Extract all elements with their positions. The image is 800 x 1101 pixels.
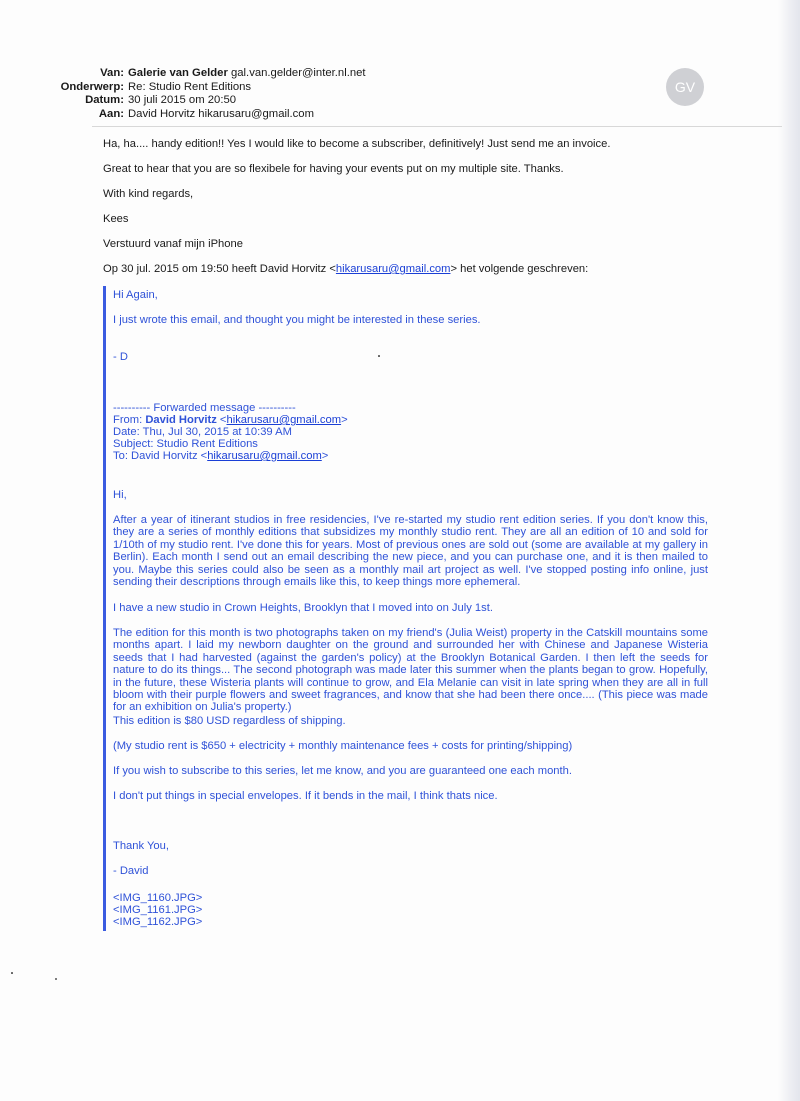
quoted-intro: I just wrote this email, and thought you might be interested in these series. xyxy=(113,314,481,326)
date-label: Datum: xyxy=(85,94,124,106)
to-label: Aan: xyxy=(98,107,124,120)
forward-to-email-link[interactable]: hikarusaru@gmail.com xyxy=(207,450,322,462)
page-edge-shadow xyxy=(778,0,800,1101)
body-paragraph-5: (My studio rent is $650 + electricity + monthly maintenance fees + costs for printing/shipping) xyxy=(113,740,573,752)
reply-signature: Kees xyxy=(103,213,129,225)
body-paragraph-1: After a year of itinerant studios in free residencies, I've re-started my studio rent edition series. If you don't know this, they are a series of monthly editions that subsidizes my monthly studio rent. They are all an edition of 10 and sold for 1/10th of my studio rent. I've done this for years. Most of previous ones are sold out (some are available at my gallery in Berlin). Each month I send out an email describing the new piece, and you can purchase one, and it is then mailed to you. Maybe this series could also be seen as a monthly mail art project as well. I've stopped posting info online, just sending their descriptions through emails like this, to keep things more ephemeral. xyxy=(113,514,708,589)
attachment-1[interactable]: <IMG_1160.JPG> xyxy=(113,892,203,904)
attribution-text-end: > het volgende geschreven: xyxy=(450,263,589,275)
from-label: Van: xyxy=(100,67,124,79)
header-date-row xyxy=(40,94,660,108)
date-value: 30 juli 2015 om 20:50 xyxy=(128,94,237,106)
from-name: Galerie van Gelder xyxy=(128,67,228,79)
forward-to-pre: To: David Horvitz < xyxy=(113,450,208,462)
forward-from-name: David Horvitz xyxy=(145,414,217,426)
header-from-row xyxy=(40,67,660,81)
header-divider xyxy=(92,126,782,127)
attachment-2[interactable]: <IMG_1161.JPG> xyxy=(113,904,203,916)
reply-sent-from: Verstuurd vanaf mijn iPhone xyxy=(103,238,243,250)
body-hi: Hi, xyxy=(113,489,127,501)
attribution-text: Op 30 jul. 2015 om 19:50 heeft David Horvitz < xyxy=(103,263,336,275)
sender-avatar: GV xyxy=(666,68,704,106)
reply-attribution xyxy=(103,262,588,276)
scan-speck xyxy=(378,355,380,357)
forward-to-post: > xyxy=(321,450,329,462)
body-paragraph-3: The edition for this month is two photographs taken on my friend's (Julia Weist) property in the Catskill mountains some months apart. I laid my newborn daughter on the ground and surrounded her with Chinese and Japanese Wisteria seeds that I had harvested (against the garden's policy) at the Brooklyn Botanical Garden. I then left the seeds for nature to do its things... The second photograph was made later this summer when the plants began to grow. Hopefully, in the future, these Wisteria plants will continue to grow, and Ela Melanie can visit in late spring when they are all in full bloom with their purple flowers and sweet fragrances, and know that she had been there once.... (This piece was made for an exhibition on Julia's property.) xyxy=(113,627,708,714)
attribution-email-link[interactable]: hikarusaru@gmail.com xyxy=(335,263,451,275)
body-paragraph-4: This edition is $80 USD regardless of shipping. xyxy=(113,715,346,727)
body-signature: - David xyxy=(113,865,149,877)
forward-from-label: From: xyxy=(113,414,146,426)
from-email: gal.van.gelder@inter.nl.net xyxy=(230,67,366,79)
scan-speck xyxy=(11,972,13,974)
body-paragraph-7: I don't put things in special envelopes. If it bends in the mail, I think thats nice. xyxy=(113,790,498,802)
forward-subject: Subject: Studio Rent Editions xyxy=(113,438,258,450)
to-value: David Horvitz hikarusaru@gmail.com xyxy=(128,107,314,120)
body-paragraph-6: If you wish to subscribe to this series, let me know, and you are guaranteed one each month. xyxy=(113,765,572,777)
quoted-greeting: Hi Again, xyxy=(113,289,158,301)
attachment-3[interactable]: <IMG_1162.JPG> xyxy=(113,916,203,928)
forward-header: ---------- Forwarded message ---------- xyxy=(113,402,296,414)
forward-from-post: > xyxy=(341,414,348,426)
body-thanks: Thank You, xyxy=(113,840,169,852)
forward-date: Date: Thu, Jul 30, 2015 at 10:39 AM xyxy=(113,426,292,438)
subject-value: Re: Studio Rent Editions xyxy=(128,80,252,93)
email-header xyxy=(40,67,660,121)
subject-label: Onderwerp: xyxy=(60,80,124,93)
from-value xyxy=(128,67,366,81)
body-paragraph-2: I have a new studio in Crown Heights, Brooklyn that I moved into on July 1st. xyxy=(113,602,493,614)
quote-bar xyxy=(103,286,106,931)
header-to-row xyxy=(40,108,660,122)
forward-from xyxy=(113,414,708,426)
header-subject-row xyxy=(40,81,660,95)
forward-from-pre: < xyxy=(216,414,227,426)
forward-from-email-link[interactable]: hikarusaru@gmail.com xyxy=(226,414,342,426)
quoted-sig: - D xyxy=(113,351,128,363)
forward-to xyxy=(113,450,708,462)
reply-paragraph-2: Great to hear that you are so flexibele for having your events put on my multiple site. Thanks. xyxy=(103,163,564,175)
scan-speck xyxy=(55,978,57,980)
reply-paragraph-1: Ha, ha.... handy edition!! Yes I would like to become a subscriber, definitively! Just send me an invoice. xyxy=(103,138,611,150)
reply-closing: With kind regards, xyxy=(103,188,194,200)
